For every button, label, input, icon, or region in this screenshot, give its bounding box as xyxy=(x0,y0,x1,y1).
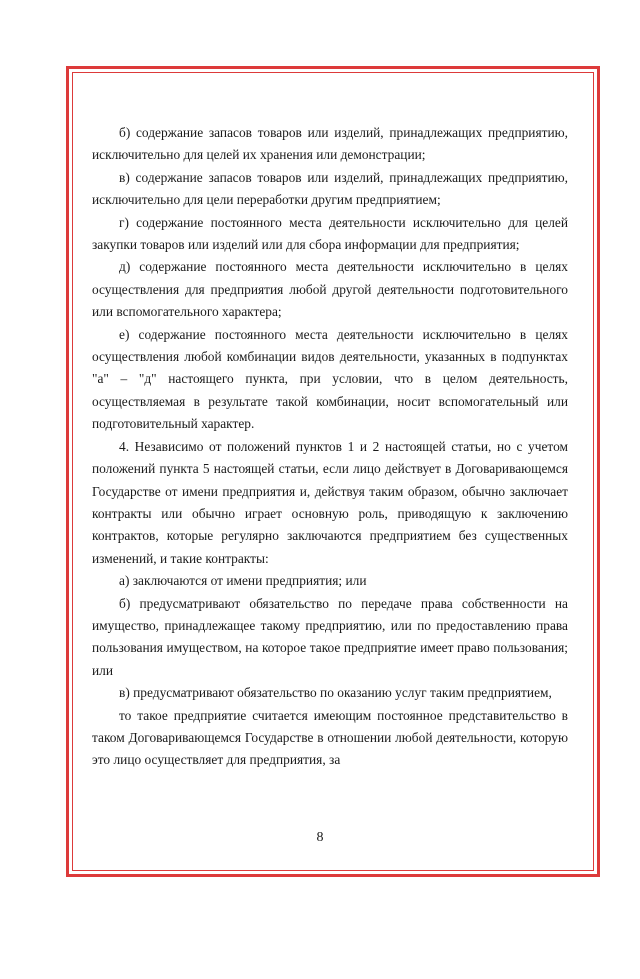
paragraph-a: а) заключаются от имени предприятия; или xyxy=(119,573,367,589)
paragraph-b: б) содержание запасов товаров или изделий, принадлежащих предприятию, исключительно для целей их хранения или демонстрации; xyxy=(92,125,568,163)
paragraph-v-services: в) предусматривают обязательство по оказанию услуг таким предприятием, xyxy=(119,685,552,701)
page-number: 8 xyxy=(316,830,324,845)
paragraph-v: в) содержание запасов товаров или изделий, принадлежащих предприятию, исключительно для цели переработки другим предприятием; xyxy=(92,169,568,208)
paragraph-e: е) содержание постоянного места деятельности исключительно в целях осуществления любой комбинации видов деятельности, указанных в подпунктах "а" – "д" настоящего пункта, при условии, что в целом деятельность, осуществляемая в результате такой комбинации, носит вспомогательный или подготовительный характер. xyxy=(92,326,568,432)
paragraph-b-ownership: б) предусматривают обязательство по передаче права собственности на имущество, принадлежащее такому предприятию, или по предоставлению права пользования имуществом, на которое такое предприятие имеет право пользования; или xyxy=(92,595,568,678)
document-body xyxy=(92,122,568,772)
paragraph-conclusion: то такое предприятие считается имеющим постоянное представительство в таком Договаривающемся Государстве в отношении любой деятельности, которую это лицо осуществляет для предприятия, за xyxy=(92,707,568,768)
paragraph-d: д) содержание постоянного места деятельности исключительно в целях осуществления для предприятия любой другой деятельности подготовительного или вспомогательного характера; xyxy=(92,259,568,320)
paragraph-item-4: 4. Независимо от положений пунктов 1 и 2 настоящей статьи, но с учетом положений пункта 5 настоящей статьи, если лицо действует в Договаривающемся Государстве от имени предприятия и, действуя таким образом, обычно заключает контракты или обычно играет основную роль, приводящую к заключению контрактов, которые регулярно заключаются предприятием без существенных изменений, и такие контракты: xyxy=(92,438,568,566)
paragraph-g: г) содержание постоянного места деятельности исключительно для целей закупки товаров или изделий или для сбора информации для предприятия; xyxy=(92,214,568,253)
